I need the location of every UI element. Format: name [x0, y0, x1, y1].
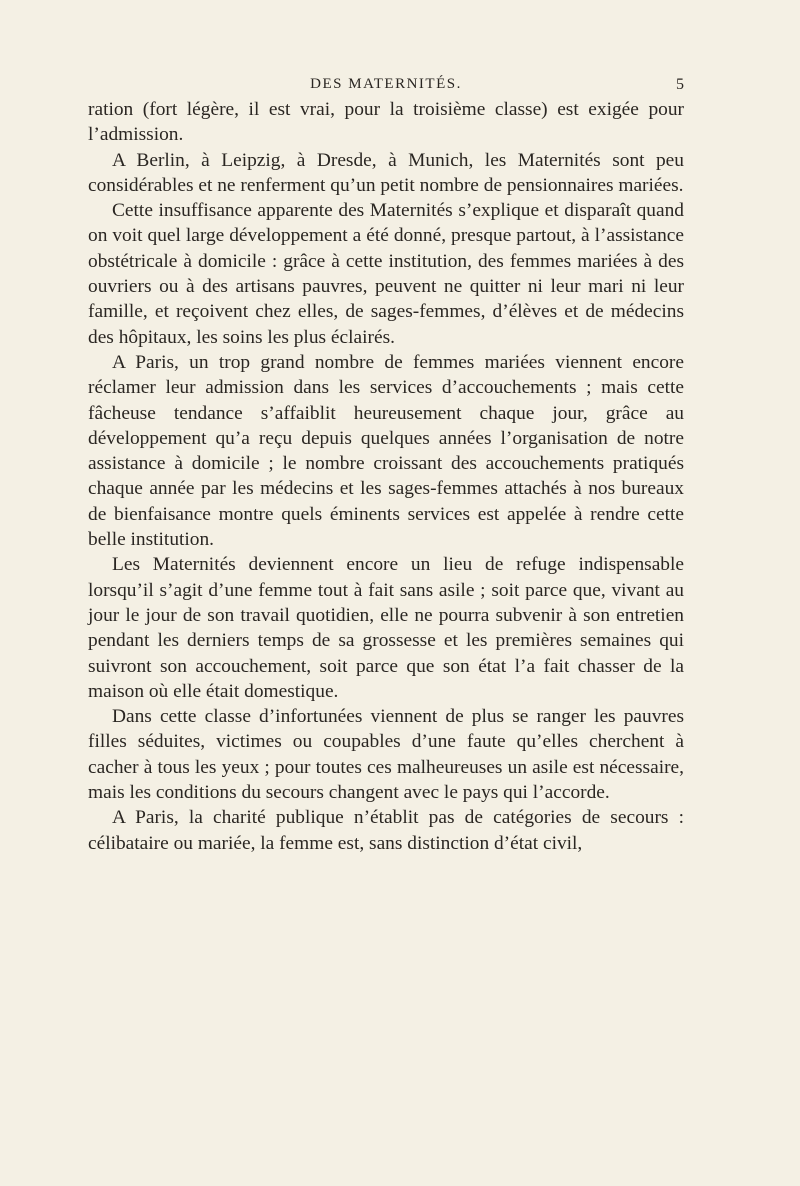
- paragraph-6: Dans cette classe d’infortunées viennent de plus se ranger les pauvres filles séduites, victimes ou coupables d’une faute qu’elles cherchent à cacher à tous les yeux ; pour toutes ces malheureuses un asile est nécessaire, mais les conditions du secours changent avec le pays qui l’accorde.: [88, 706, 684, 804]
- body-text: [88, 97, 684, 856]
- paragraph-5: Les Maternités deviennent encore un lieu de refuge indispensable lorsqu’il s’agit d’une femme tout à fait sans asile ; soit parce que, vivant au jour le jour de son travail quotidien, elle ne pourra subvenir à son entretien pendant les derniers temps de sa grossesse et les premières semaines qui suivront son accouchement, soit parce que son état l’a fait chasser de la maison où elle était domestique.: [88, 554, 684, 702]
- paragraph-1: ration (fort légère, il est vrai, pour la troisième classe) est exigée pour l’admission.: [88, 99, 684, 146]
- paragraph-4: A Paris, un trop grand nombre de femmes mariées viennent encore réclamer leur admission dans les services d’accouchements ; mais cette fâcheuse tendance s’affaiblit heureusement chaque jour, grâce au développement qu’a reçu depuis quelques années l’organisation de notre assistance à domicile ; le nombre croissant des accouchements pratiqués chaque année par les médecins et les sages-femmes attachés à nos bureaux de bienfaisance montre quels éminents services est appelée à rendre cette belle institution.: [88, 351, 684, 551]
- page-number: 5: [676, 76, 684, 93]
- paragraph-2: A Berlin, à Leipzig, à Dresde, à Munich, les Maternités sont peu considérables et ne renferment qu’un petit nombre de pensionnaires mariées.: [88, 149, 684, 196]
- paragraph-3: Cette insuffisance apparente des Maternités s’explique et disparaît quand on voit quel large développement a été donné, presque partout, à l’assistance obstétricale à domicile : grâce à cette institution, des femmes mariées à des ouvriers ou à des artisans pauvres, peuvent ne quitter ni leur mari ni leur famille, et reçoivent chez elles, de sages-femmes, d’élèves et de médecins des hôpitaux, les soins les plus éclairés.: [88, 200, 684, 348]
- paragraph-7: A Paris, la charité publique n’établit pas de catégories de secours : célibataire ou mariée, la femme est, sans distinction d’état civil,: [88, 807, 684, 854]
- running-head: [88, 76, 684, 98]
- running-title: DES MATERNITÉS.: [310, 76, 462, 92]
